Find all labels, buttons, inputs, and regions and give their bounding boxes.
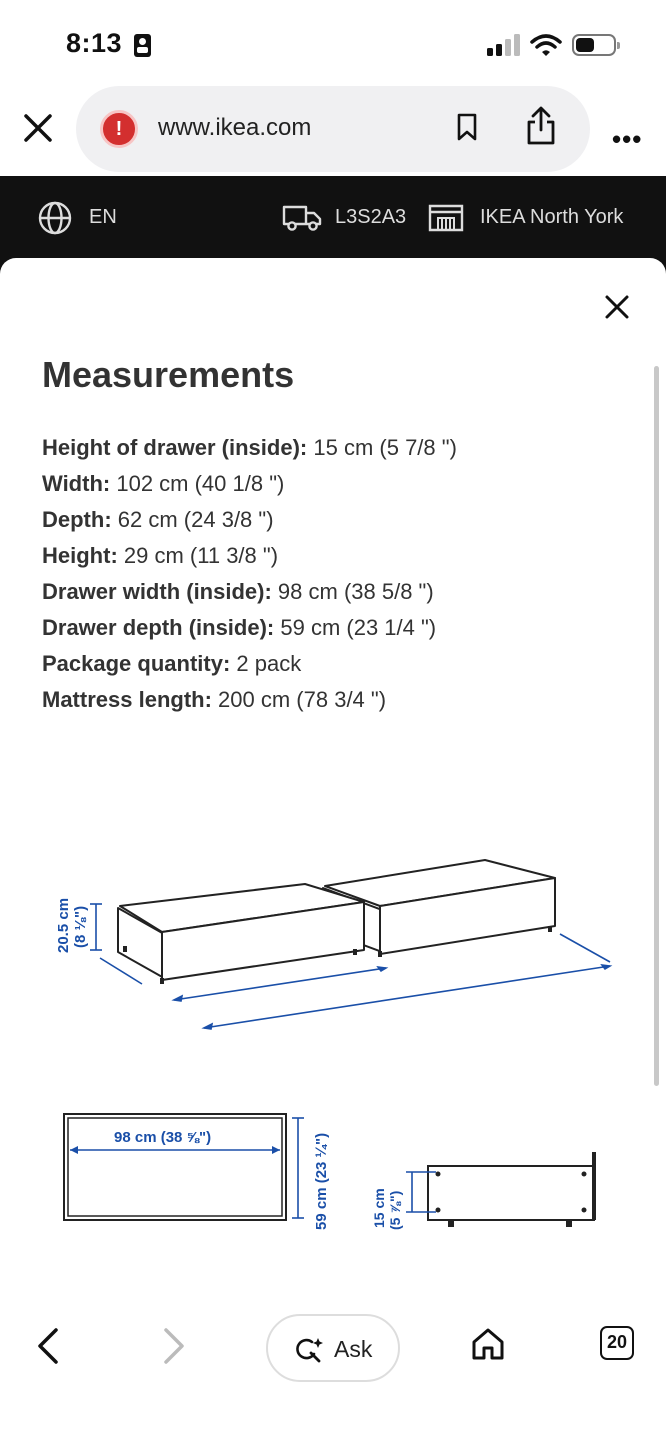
spec-label: Height: (42, 543, 118, 568)
postal-code[interactable]: L3S2A3 (335, 206, 407, 228)
store-name[interactable]: IKEA North York (480, 206, 624, 228)
ask-button[interactable] (266, 1314, 400, 1382)
inside-depth-label: 59 cm (23 ¼") (313, 1132, 330, 1230)
battery-icon (572, 34, 616, 56)
measurements-sheet (0, 258, 666, 1298)
diagram-height-cm: 20.5 cm (55, 897, 72, 953)
spec-label: Drawer width (inside): (42, 579, 272, 604)
close-sheet-icon[interactable] (604, 294, 630, 320)
delivery-truck-icon[interactable] (282, 204, 322, 232)
spec-value: 98 cm (38 5/8 ") (277, 579, 434, 604)
spec-row (42, 682, 457, 718)
site-header (0, 176, 666, 258)
wifi-icon (530, 33, 562, 57)
spec-row (42, 610, 457, 646)
language-selector[interactable]: EN (89, 206, 117, 228)
spec-row (42, 430, 457, 466)
spec-value: 15 cm (5 7/8 ") (313, 435, 457, 460)
spec-label: Width: (42, 471, 111, 496)
spec-label: Drawer depth (inside): (42, 615, 275, 640)
spec-row (42, 502, 457, 538)
share-icon[interactable] (524, 106, 558, 146)
home-icon[interactable] (470, 1326, 506, 1362)
spec-label: Mattress length: (42, 687, 212, 712)
ask-label: Ask (334, 1336, 373, 1362)
spec-row (42, 646, 457, 682)
bookmark-icon[interactable] (456, 112, 478, 142)
spec-label: Package quantity: (42, 651, 231, 676)
spec-list (42, 430, 457, 718)
browser-toolbar (0, 1298, 666, 1440)
spec-value: 62 cm (24 3/8 ") (117, 507, 274, 532)
diagram-height-in: (8 ⅛") (72, 905, 89, 948)
contact-card-icon (134, 34, 151, 57)
spec-value: 29 cm (11 3/8 ") (123, 543, 279, 568)
status-bar (0, 0, 666, 88)
inside-height-in: (5 ⅞") (387, 1190, 403, 1230)
drawer-plan-diagram (0, 1106, 666, 1246)
spec-row (42, 574, 457, 610)
spec-value: 59 cm (23 1/4 ") (280, 615, 437, 640)
isometric-drawer-diagram (0, 848, 666, 1098)
spec-value: 200 cm (78 3/4 ") (218, 687, 387, 712)
more-options-icon[interactable]: ••• (612, 124, 643, 154)
spec-label: Depth: (42, 507, 112, 532)
close-icon[interactable] (22, 112, 54, 144)
spec-row (42, 466, 457, 502)
status-time: 8:13 (66, 28, 123, 58)
inside-width-label: 98 cm (38 ⅝") (114, 1129, 212, 1146)
security-warning-icon[interactable]: ! (100, 110, 138, 148)
spec-value: 102 cm (40 1/8 ") (116, 471, 285, 496)
spec-value: 2 pack (236, 651, 302, 676)
store-icon[interactable] (428, 203, 464, 233)
sheet-title: Measurements (42, 354, 295, 395)
browser-bar (0, 88, 666, 176)
spec-row (42, 538, 457, 574)
inside-height-cm: 15 cm (371, 1188, 387, 1228)
address-bar[interactable] (76, 86, 590, 172)
ai-search-icon (294, 1336, 324, 1364)
globe-icon[interactable] (38, 201, 72, 235)
back-arrow-icon[interactable] (34, 1326, 62, 1366)
tab-switcher-button[interactable]: 20 (600, 1326, 634, 1360)
cellular-signal-icon (487, 34, 521, 56)
spec-label: Height of drawer (inside): (42, 435, 308, 460)
forward-arrow-icon[interactable] (160, 1326, 188, 1366)
url-text[interactable]: www.ikea.com (158, 114, 312, 141)
